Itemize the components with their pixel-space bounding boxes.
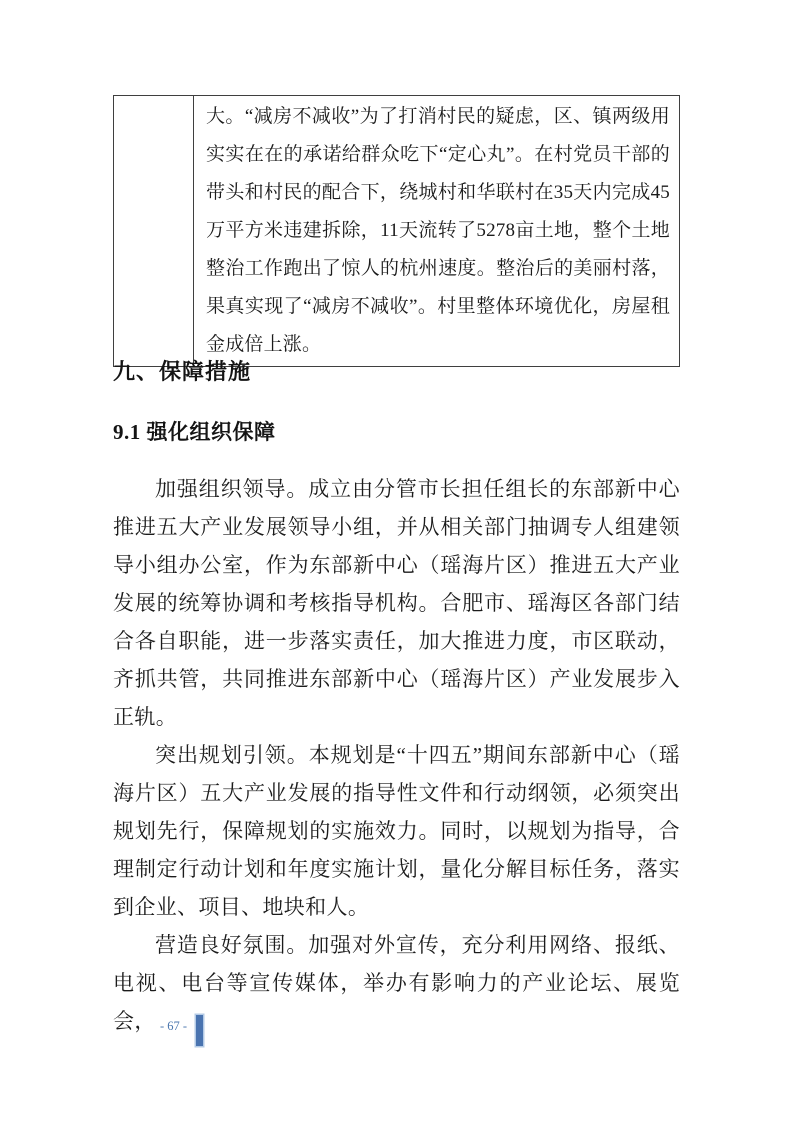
paragraph-planning-guidance: 突出规划引领。本规划是“十四五”期间东部新中心（瑶海片区）五大产业发展的指导性文件和行动纲领，必须突出规划先行，保障规划的实施效力。同时，以规划为指导，合理制定行动计划和年度实施计划，量化分解目标任务，落实到企业、项目、地块和人。 bbox=[113, 743, 680, 919]
subsection-heading: 9.1 强化组织保障 bbox=[113, 420, 276, 444]
paragraph-publicity-atmosphere: 营造良好氛围。加强对外宣传，充分利用网络、报纸、电视、电台等宣传媒体，举办有影响力的产业论坛、展览会， bbox=[113, 933, 680, 1033]
paragraph-organization-leadership: 加强组织领导。成立由分管市长担任组长的东部新中心推进五大产业发展领导小组，并从相关部门抽调专人组建领导小组办公室，作为东部新中心（瑶海片区）推进五大产业发展的统筹协调和考核指导机构。合肥市、瑶海区各部门结合各自职能，进一步落实责任，加大推进力度，市区联动，齐抓共管，共同推进东部新中心（瑶海片区）产业发展步入正轨。 bbox=[113, 477, 680, 729]
table-cell-label bbox=[114, 96, 194, 367]
table-cell-content: 大。“减房不减收”为了打消村民的疑虑，区、镇两级用实实在在的承诺给群众吃下“定心丸”。在村党员干部的带头和村民的配合下，绕城村和华联村在35天内完成45万平方米违建拆除，11天流转了5278亩土地，整个土地整治工作跑出了惊人的杭州速度。整治后的美丽村落，果真实现了“减房不减收”。村里整体环境优化，房屋租金成倍上涨。 bbox=[194, 96, 680, 367]
text-cursor-bar bbox=[196, 1015, 203, 1046]
page-number: - 67 - bbox=[160, 1019, 188, 1033]
section-heading: 九、保障措施 bbox=[113, 359, 252, 384]
body-text-block bbox=[113, 470, 680, 1040]
table-row bbox=[114, 96, 680, 367]
case-study-table bbox=[113, 95, 680, 367]
